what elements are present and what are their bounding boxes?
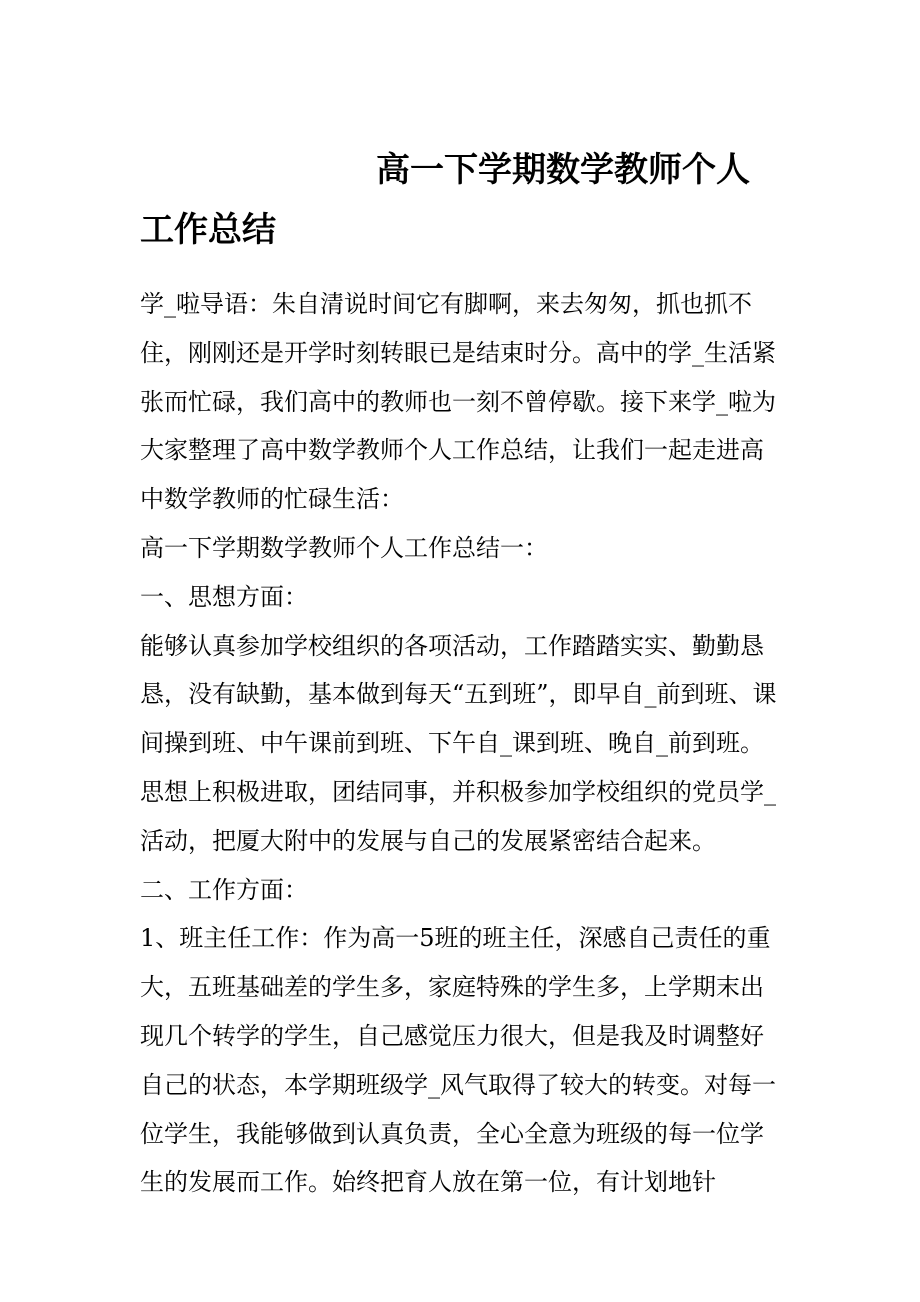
document-body bbox=[140, 280, 786, 1207]
intro-paragraph: 学_啦导语：朱自清说时间它有脚啊，来去匆匆，抓也抓不住，刚刚还是开学时刻转眼已是结束时分。高中的学_生活紧张而忙碌，我们高中的教师也一刻不曾停歇。接下来学_啦为大家整理了高中数学教师个人工作总结，让我们一起走进高中数学教师的忙碌生活： bbox=[140, 290, 776, 514]
thought-paragraph: 能够认真参加学校组织的各项活动，工作踏踏实实、勤勤恳恳，没有缺勤，基本做到每天“五到班”，即早自_前到班、课间操到班、中午课前到班、下午自_课到班、晚自_前到班。思想上积极进取，团结同事，并积极参加学校组织的党员学_活动，把厦大附中的发展与自己的发展紧密结合起来。 bbox=[140, 631, 777, 855]
section-heading-summary-one: 高一下学期数学教师个人工作总结一： bbox=[140, 533, 548, 562]
class-teacher-paragraph: 1、班主任工作：作为高一5班的班主任，深感自己责任的重大，五班基础差的学生多，家庭特殊的学生多，上学期末出现几个转学的学生，自己感觉压力很大，但是我及时调整好自己的状态，本学期班级学_风气取得了较大的转变。对每一位学生，我能够做到认真负责，全心全意为班级的每一位学生的发展而工作。始终把育人放在第一位，有计划地针 bbox=[140, 924, 776, 1197]
section-heading-thought: 一、思想方面： bbox=[140, 582, 308, 611]
document-title-line-1: 高一下学期数学教师个人 bbox=[376, 150, 750, 190]
document-title bbox=[140, 140, 790, 260]
document-title-line-2: 工作总结 bbox=[140, 210, 276, 250]
section-heading-work: 二、工作方面： bbox=[140, 875, 308, 904]
